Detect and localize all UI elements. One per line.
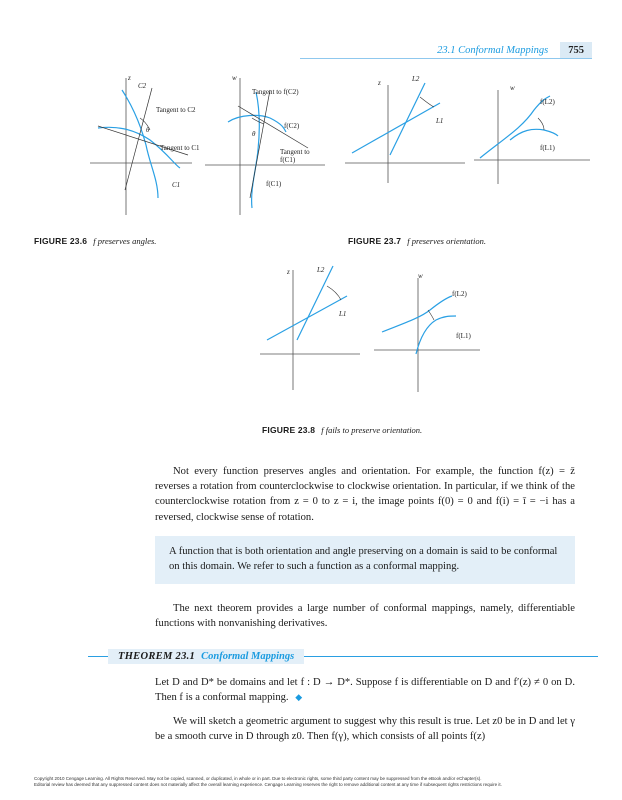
figure-23-8-caption (262, 425, 422, 435)
fc2-label: f(C2) (284, 122, 300, 130)
fig-23-6-w-plane (200, 70, 330, 220)
caption-number: FIGURE 23.7 (348, 236, 402, 246)
theorem-text: Let D and D* be domains and let f : D → D*. Suppose f is differentiable on D and f′(z) ≠ 0 on D. Then f is a conformal mapping. (155, 677, 575, 704)
caption-number: FIGURE 23.8 (262, 425, 316, 435)
theorem-heading (108, 649, 304, 664)
paragraph-3: We will sketch a geometric argument to suggest why this result is true. Let z0 be in D and let γ be a smooth curve in D through z0. Then f(γ), which consists of all points f(z) (155, 716, 575, 743)
z-label: z (287, 268, 290, 276)
copyright-footer (34, 776, 502, 788)
l2-label: L2 (317, 266, 325, 274)
caption-text: f preserves angles. (93, 236, 157, 246)
figure-23-6-caption (34, 236, 156, 246)
w-label: w (418, 272, 423, 280)
tangent-c1-label: Tangent to C1 (160, 144, 200, 152)
footer-line-2: Editorial review has deemed that any suppressed content does not materially affect the overall learning experience. Cengage Learning reserves the right to remove additional content at any time if subsequent rights restrictions require it. (34, 782, 502, 787)
fl1-label: f(L1) (456, 332, 471, 340)
definition-box (155, 536, 575, 584)
fl1-label: f(L1) (540, 144, 555, 152)
fl2-label: f(L2) (452, 290, 467, 298)
header-rule (300, 58, 592, 59)
fig-23-7-w-plane (472, 80, 592, 185)
fig-23-8-w-plane (372, 268, 482, 393)
theorem-statement (155, 675, 575, 705)
running-header (437, 42, 584, 59)
theta-label: θ (146, 126, 150, 134)
w-theta-label: θ (252, 130, 256, 138)
fig-23-6-z-plane (80, 70, 200, 220)
l2-label: L2 (412, 75, 420, 83)
definition-text: A function that is both orientation and angle preserving on a domain is said to be conformal on this domain. We refer to such a function as a conformal mapping. (169, 546, 558, 572)
end-of-theorem-icon: ◆ (295, 692, 303, 703)
fl2-label: f(L2) (540, 98, 555, 106)
tangent-fc2-label: Tangent to f(C2) (252, 88, 299, 96)
c1-label: C1 (172, 181, 181, 189)
fig-23-8-z-plane (255, 262, 365, 392)
figure-23-7-caption (348, 236, 486, 246)
tangent-fc1-label: Tangent to (280, 148, 310, 156)
l1-label: L1 (339, 310, 347, 318)
tangent-fc1-label-2: f(C1) (280, 156, 296, 164)
fig-23-7-z-plane (340, 75, 470, 185)
page-number: 755 (560, 42, 592, 59)
paragraph-1: Not every function preserves angles and orientation. For example, the function f(z) = z̄ reverses a rotation from counterclockwise to clockwise orientation. In particular, if we think of the counterclockwise rotation from z = 0 to z = i, the image points f(0) = 0 and f(i) = ī = −i has a reversed, clockwise sense of rotation. (155, 466, 575, 523)
caption-number: FIGURE 23.6 (34, 236, 88, 246)
z-label: z (128, 74, 131, 82)
tangent-c2-label: Tangent to C2 (156, 106, 196, 114)
caption-text: f fails to preserve orientation. (321, 425, 423, 435)
w-label: w (232, 74, 237, 82)
fc1-label: f(C1) (266, 180, 282, 188)
section-title: 23.1 Conformal Mappings (437, 45, 549, 56)
c2-label: C2 (138, 82, 147, 90)
caption-text: f preserves orientation. (407, 236, 486, 246)
footer-line-1: Copyright 2010 Cengage Learning. All Rights Reserved. May not be copied, scanned, or duplicated, in whole or in part. Due to electronic rights, some third party content may be suppressed from the eBook and/or eChapter(s). (34, 776, 482, 781)
z-label: z (378, 79, 381, 87)
l1-label: L1 (436, 117, 444, 125)
theorem-title: Conformal Mappings (201, 651, 295, 662)
theorem-number: THEOREM 23.1 (118, 651, 196, 662)
w-label: w (510, 84, 515, 92)
paragraph-2: The next theorem provides a large number of conformal mappings, namely, differentiable functions with nonvanishing derivatives. (155, 603, 575, 630)
